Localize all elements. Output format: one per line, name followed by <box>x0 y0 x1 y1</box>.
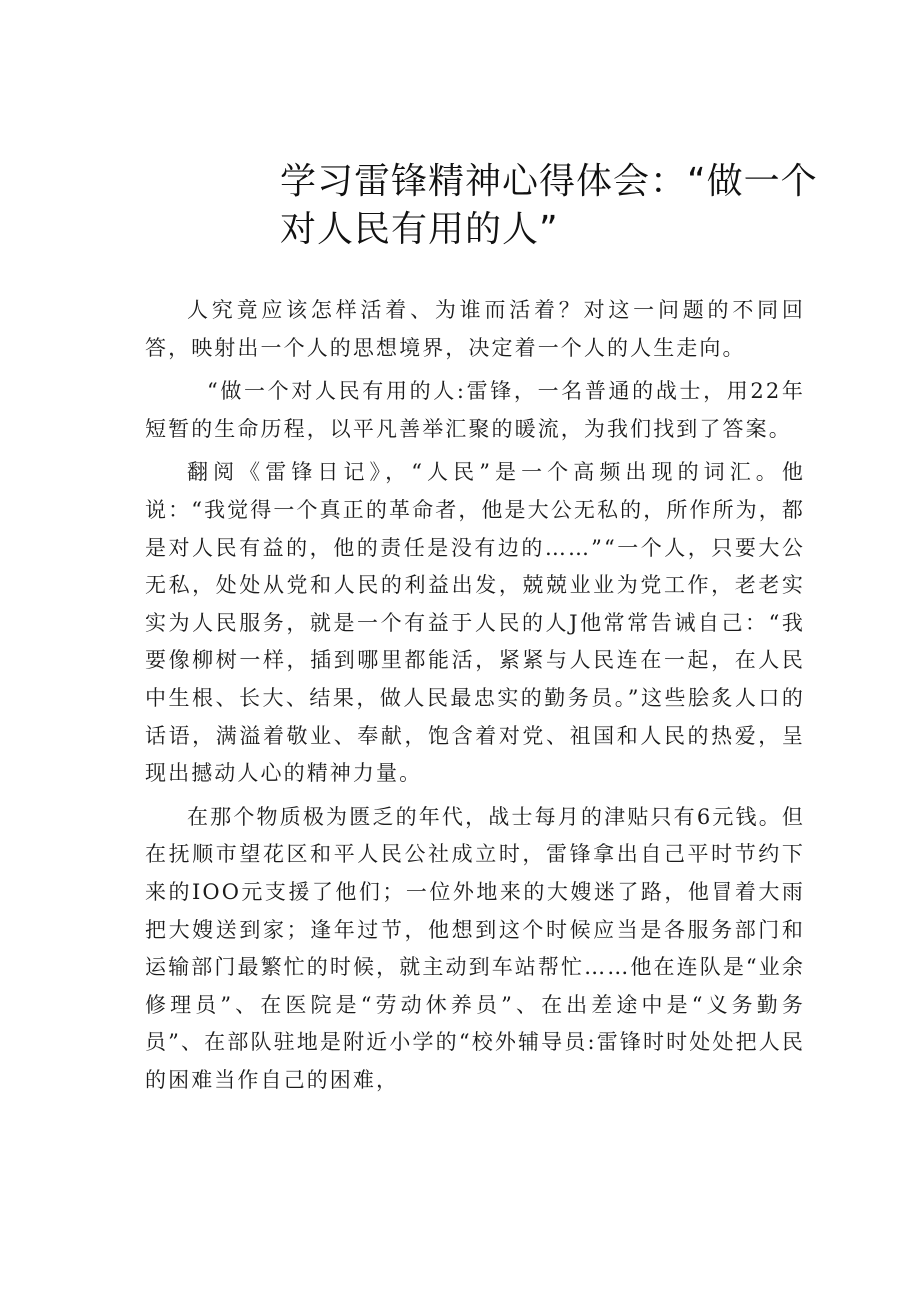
title-line-1: 学习雷锋精神心得体会：“做一个 <box>280 161 818 202</box>
paragraph-3: 翻阅《雷锋日记》，“人民”是一个高频出现的词汇。他说：“我觉得一个真正的革命者，他是大公无私的，所作所为，都是对人民有益的，他的责任是没有边的……”“一个人，只要大公无私，处处从党和人民的利益出发，兢兢业业为党工作，老老实实为人民服务，就是一个有益于人民的人J他常常告诫自己：“我要像柳树一样，插到哪里都能活，紧紧与人民连在一起，在人民中生根、长大、结果，做人民最忠实的勤务员。”这些脍炙人口的话语，满溢着敬业、奉献，饱含着对党、祖国和人民的热爱，呈现出撼动人心的精神力量。 <box>145 460 805 786</box>
page-title <box>280 158 818 254</box>
paragraph-1: 人究竟应该怎样活着、为谁而活着？对这一问题的不同回答，映射出一个人的思想境界，决定着一个人的人生走向。 <box>145 298 805 360</box>
paragraph-2: “做一个对人民有用的人:雷锋，一名普通的战士，用22年短暂的生命历程，以平凡善举汇聚的暖流，为我们找到了答案。 <box>145 379 805 441</box>
body-text <box>145 292 805 1105</box>
title-line-2: 对人民有用的人” <box>280 209 559 250</box>
paragraph-4: 在那个物质极为匮乏的年代，战士每月的津贴只有6元钱。但在抚顺市望花区和平人民公社成立时，雷锋拿出自己平时节约下来的IOO元支援了他们；一位外地来的大嫂迷了路，他冒着大雨把大嫂送到家；逢年过节，他想到这个时候应当是各服务部门和运输部门最繁忙的时候，就主动到车站帮忙……他在连队是“业余修理员”、在医院是“劳动休养员”、在出差途中是“义务勤务员”、在部队驻地是附近小学的“校外辅导员:雷锋时时处处把人民的困难当作自己的困难， <box>145 804 805 1092</box>
